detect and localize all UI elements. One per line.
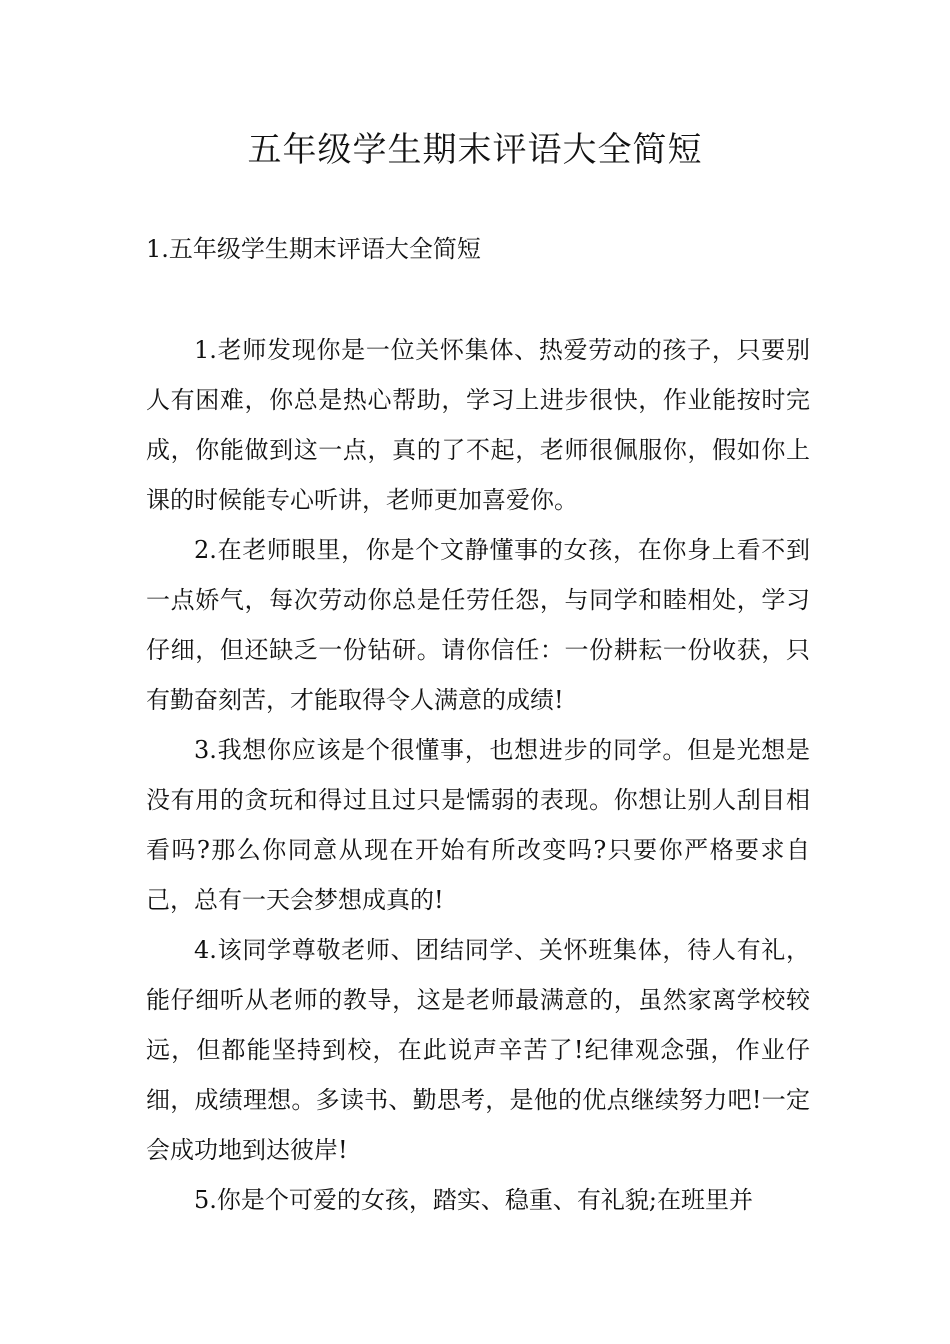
paragraph-1: 1.老师发现你是一位关怀集体、热爱劳动的孩子，只要别人有困难，你总是热心帮助，学习上进步很快，作业能按时完成，你能做到这一点，真的了不起，老师很佩服你，假如你上课的时候能专心听讲，老师更加喜爱你。: [146, 336, 810, 514]
section-heading: 1.五年级学生期末评语大全简短: [146, 235, 481, 263]
paragraph-5: 5.你是个可爱的女孩，踏实、稳重、有礼貌;在班里并: [194, 1186, 753, 1214]
paragraph-3: 3.我想你应该是个很懂事，也想进步的同学。但是光想是没有用的贪玩和得过且过只是懦弱的表现。你想让别人刮目相看吗?那么你同意从现在开始有所改变吗?只要你严格要求自己，总有一天会梦想成真的!: [146, 736, 810, 914]
paragraph-2: 2.在老师眼里，你是个文静懂事的女孩，在你身上看不到一点娇气，每次劳动你总是任劳任怨，与同学和睦相处，学习仔细，但还缺乏一份钻研。请你信任：一份耕耘一份收获，只有勤奋刻苦，才能取得令人满意的成绩!: [146, 536, 810, 714]
document-title: 五年级学生期末评语大全简短: [247, 130, 703, 170]
document-body: [146, 325, 810, 1225]
paragraph-4: 4.该同学尊敬老师、团结同学、关怀班集体，待人有礼，能仔细听从老师的教导，这是老师最满意的，虽然家离学校较远，但都能坚持到校，在此说声辛苦了!纪律观念强，作业仔细，成绩理想。多读书、勤思考，是他的优点继续努力吧!一定会成功地到达彼岸!: [146, 936, 810, 1164]
